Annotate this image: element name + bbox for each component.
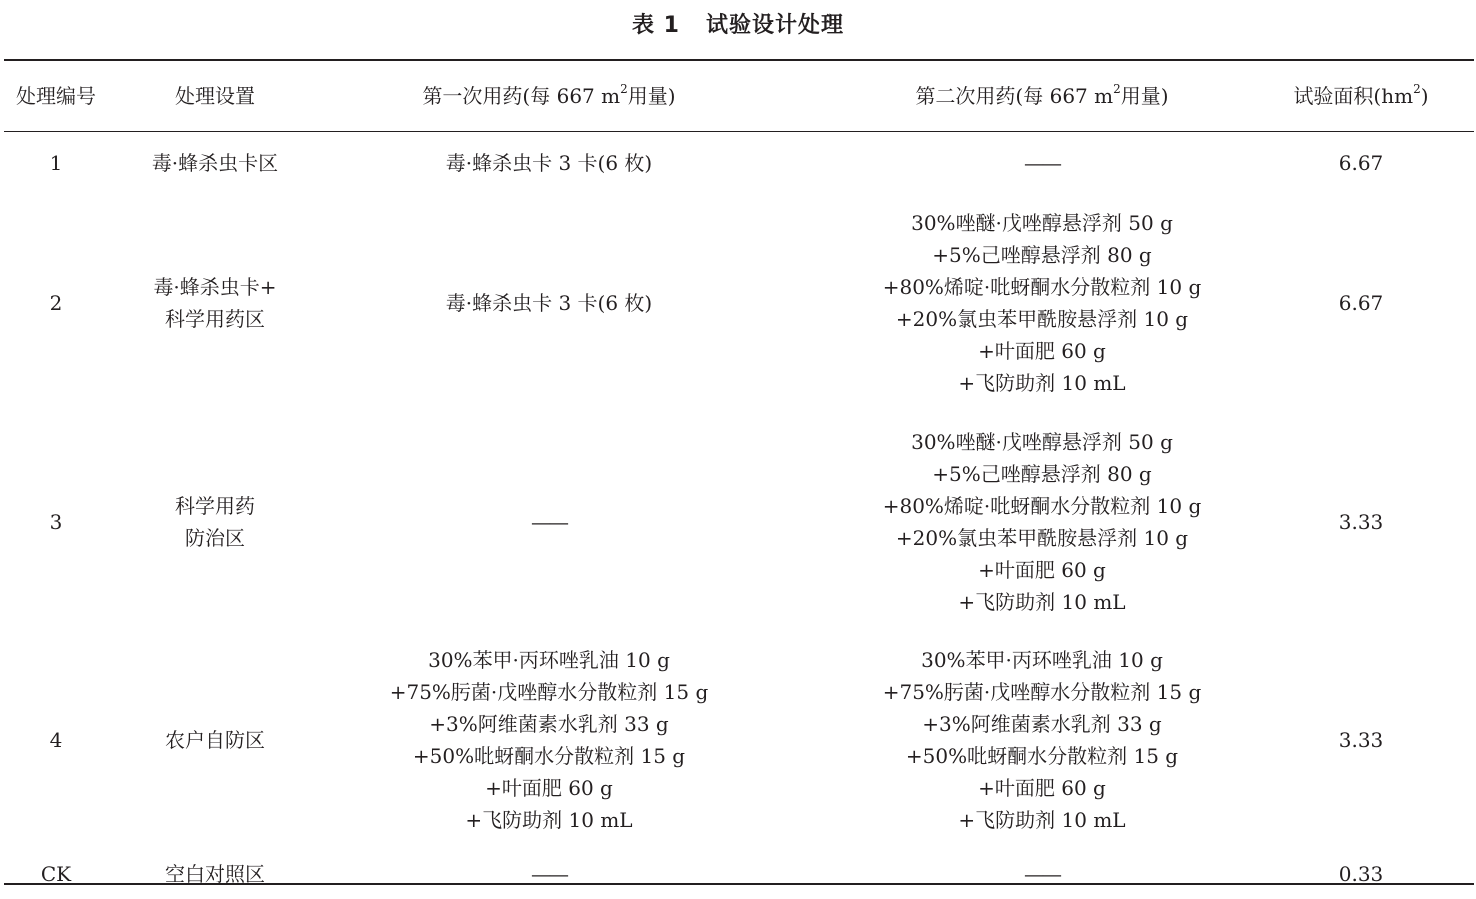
cell-second-application: —— [1024,151,1060,175]
cell-second-application: 30%苯甲·丙环唑乳油 10 g +75%肟菌·戊唑醇水分散粒剂 15 g +3%阿维菌素水乳剂 33 g +50%吡蚜酮水分散粒剂 15 g +叶面肥 60 g +飞防助剂 10 mL [882,648,1202,832]
header-treatment-id: 处理编号 [16,84,96,108]
cell-trial-area: 6.67 [1338,151,1384,175]
cell-trial-area: 6.67 [1338,291,1384,315]
cell-second-application: 30%唑醚·戊唑醇悬浮剂 50 g +5%己唑醇悬浮剂 80 g +80%烯啶·吡蚜酮水分散粒剂 10 g +20%氯虫苯甲酰胺悬浮剂 10 g +叶面肥 60 g +飞防助剂 10 mL [882,211,1202,395]
header-trial-area: 试验面积$(hm^2)$ [1293,82,1429,108]
cell-trial-area: 0.33 [1338,862,1384,886]
cell-first-application: —— [531,510,567,534]
table-row [4,193,1474,413]
table-row [4,631,1474,849]
cell-treatment-setting: 科学用药 防治区 [175,494,255,550]
cell-treatment-setting: 空白对照区 [165,862,265,886]
header-treatment-setting: 处理设置 [175,84,255,108]
cell-treatment-setting: 农户自防区 [165,728,265,752]
cell-treatment-id: CK [40,862,72,886]
treatment-table [4,61,1474,899]
header-first-application: 第一次用药(每 667 $m^2$用量) [422,82,676,108]
cell-treatment-id: 3 [49,510,63,534]
table-row [4,849,1474,899]
cell-treatment-setting: 毒·蜂杀虫卡+ 科学用药区 [153,275,277,331]
cell-trial-area: 3.33 [1338,728,1384,752]
cell-first-application: 30%苯甲·丙环唑乳油 10 g +75%肟菌·戊唑醇水分散粒剂 15 g +3%阿维菌素水乳剂 33 g +50%吡蚜酮水分散粒剂 15 g +叶面肥 60 g +飞防助剂 10 mL [389,648,709,832]
cell-trial-area: 3.33 [1338,510,1384,534]
table-row [4,413,1474,631]
table-number: 表 1 [632,13,680,38]
cell-first-application: 毒·蜂杀虫卡 3 卡(6 枚) [445,151,653,175]
table-title: 试验设计处理 [705,13,844,38]
table-caption [0,8,1476,44]
cell-second-application: 30%唑醚·戊唑醇悬浮剂 50 g +5%己唑醇悬浮剂 80 g +80%烯啶·吡蚜酮水分散粒剂 10 g +20%氯虫苯甲酰胺悬浮剂 10 g +叶面肥 60 g +飞防助剂 10 mL [882,430,1202,614]
cell-treatment-id: 1 [49,151,63,175]
header-second-application: 第二次用药(每 667 $m^2$用量) [915,82,1169,108]
cell-treatment-id: 2 [49,291,63,315]
cell-treatment-setting: 毒·蜂杀虫卡区 [151,151,279,175]
cell-first-application: —— [531,862,567,886]
table-row [4,133,1474,193]
cell-second-application: —— [1024,862,1060,886]
cell-first-application: 毒·蜂杀虫卡 3 卡(6 枚) [445,291,653,315]
cell-treatment-id: 4 [49,728,63,752]
table-header-row [4,61,1474,131]
